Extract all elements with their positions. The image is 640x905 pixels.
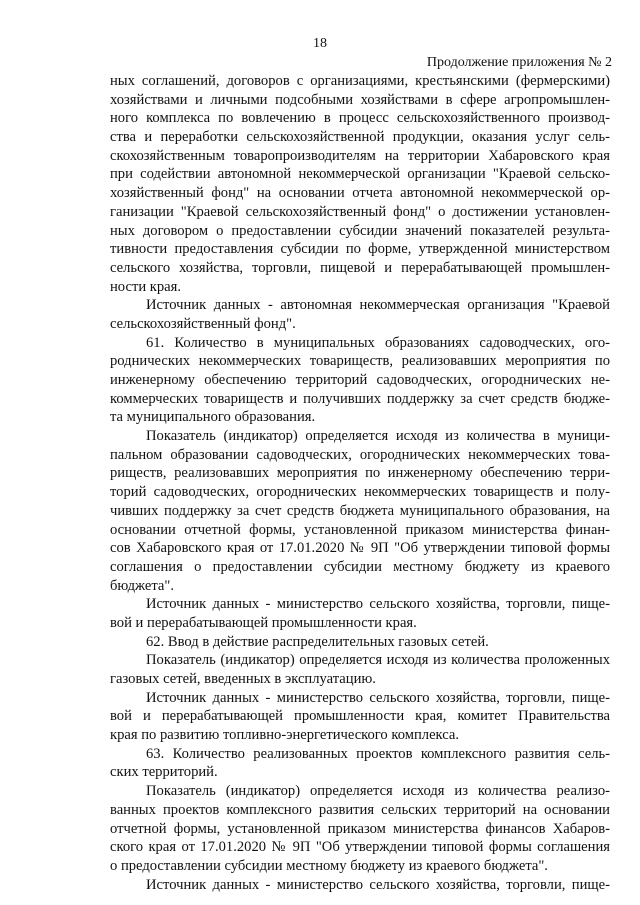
page-number: 18 <box>313 36 327 51</box>
text-line: ганизации "Краевой сельскохозяйственный фонд" о достижении установлен- <box>110 203 610 220</box>
text-line: инженерному обеспечению территорий садоводческих, огороднических не- <box>110 372 610 388</box>
text-line: вой и перерабатывающей промышленности края, комитет Правительства <box>110 708 610 725</box>
text-line: ванных проектов комплексного развития сельских территорий на основании <box>110 801 610 818</box>
text-line: тивности предоставления субсидии по форме, утвержденной министерством <box>110 241 610 258</box>
text-line: коммерческих товариществ и получивших поддержку за счет средств бюдже- <box>110 390 610 407</box>
text-line: Источник данных - министерство сельского хозяйства, торговли, пище- <box>146 689 610 706</box>
text-line: края по развитию топливно-энергетического комплекса. <box>110 727 460 744</box>
text-line: бюджета". <box>110 577 175 594</box>
text-line: Показатель (индикатор) определяется исходя из количества в муници- <box>146 428 610 445</box>
text-line: хозяйствами и личными подсобными хозяйствами в сфере агропромышлен- <box>110 91 610 108</box>
text-line: о предоставлении субсидии местному бюджету из краевого бюджета". <box>110 857 548 874</box>
text-line: основании отчетной формы, установленной приказом министерства финан- <box>110 521 610 538</box>
text-line: 62. Ввод в действие распределительных газовых сетей. <box>146 633 489 650</box>
text-line: ства и переработки сельскохозяйственной продукции, оказания услуг сель- <box>110 129 610 146</box>
text-line: ных договором о предоставлении субсидии значений показателей результа- <box>110 222 610 239</box>
body-text <box>110 72 610 894</box>
text-line: Источник данных - автономная некоммерческая организация "Краевой <box>146 297 610 314</box>
text-line: чивших поддержку за счет средств бюджета муниципального образования, на <box>110 502 610 519</box>
text-line: Источник данных - министерство сельского хозяйства, торговли, пище- <box>146 596 610 613</box>
text-line: торий садоводческих, огороднических некоммерческих товариществ и полу- <box>110 484 610 501</box>
text-line: сельскохозяйственный фонд". <box>110 315 296 332</box>
text-line: газовых сетей, введенных в эксплуатацию. <box>110 671 376 687</box>
text-line: пальном образовании садоводческих, огороднических некоммерческих това- <box>110 446 610 463</box>
text-line: ского края от 17.01.2020 № 9П "Об утверждении типовой формы соглашения <box>110 839 610 856</box>
text-line: вой и перерабатывающей промышленности края. <box>110 614 417 631</box>
text-line: ских территорий. <box>110 764 218 781</box>
text-line: при содействии автономной некоммерческой организации "Краевой сельско- <box>110 166 610 183</box>
text-line: Показатель (индикатор) определяется исходя из количества реализо- <box>146 783 610 800</box>
text-line: ности края. <box>110 278 182 295</box>
text-line: Источник данных - министерство сельского хозяйства, торговли, пище- <box>146 876 610 893</box>
text-line: 63. Количество реализованных проектов комплексного развития сель- <box>146 745 610 762</box>
text-line: сельского хозяйства, торговли, пищевой и перерабатывающей промышлен- <box>110 259 610 276</box>
appendix-continuation-note: Продолжение приложения № 2 <box>426 55 612 70</box>
text-line: Показатель (индикатор) определяется исходя из количества проложенных <box>146 652 610 669</box>
text-line: ного комплекса по вовлечению в процесс сельскохозяйственного производ- <box>110 110 610 127</box>
text-line: ных соглашений, договоров с организациями, крестьянскими (фермерскими) <box>110 73 610 89</box>
text-line: отчетной формы, установленной приказом министерства финансов Хабаров- <box>110 820 610 837</box>
text-line: сов Хабаровского края от 17.01.2020 № 9П "Об утверждении типовой формы <box>110 540 610 557</box>
text-line: роднических некоммерческих товариществ, реализовавших мероприятия по <box>110 353 610 370</box>
text-line: риществ, реализовавших мероприятия по инженерному обеспечению терри- <box>110 465 610 482</box>
text-line: 61. Количество в муниципальных образованиях садоводческих, ого- <box>146 334 610 351</box>
text-line: хозяйственный фонд" на основании отчета автономной некоммерческой ор- <box>110 185 610 202</box>
text-line: скохозяйственным товаропроизводителям на территории Хабаровского края <box>110 147 610 164</box>
text-line: та муниципального образования. <box>110 409 316 426</box>
text-line: соглашения о предоставлении субсидии местному бюджету из краевого <box>110 558 610 575</box>
